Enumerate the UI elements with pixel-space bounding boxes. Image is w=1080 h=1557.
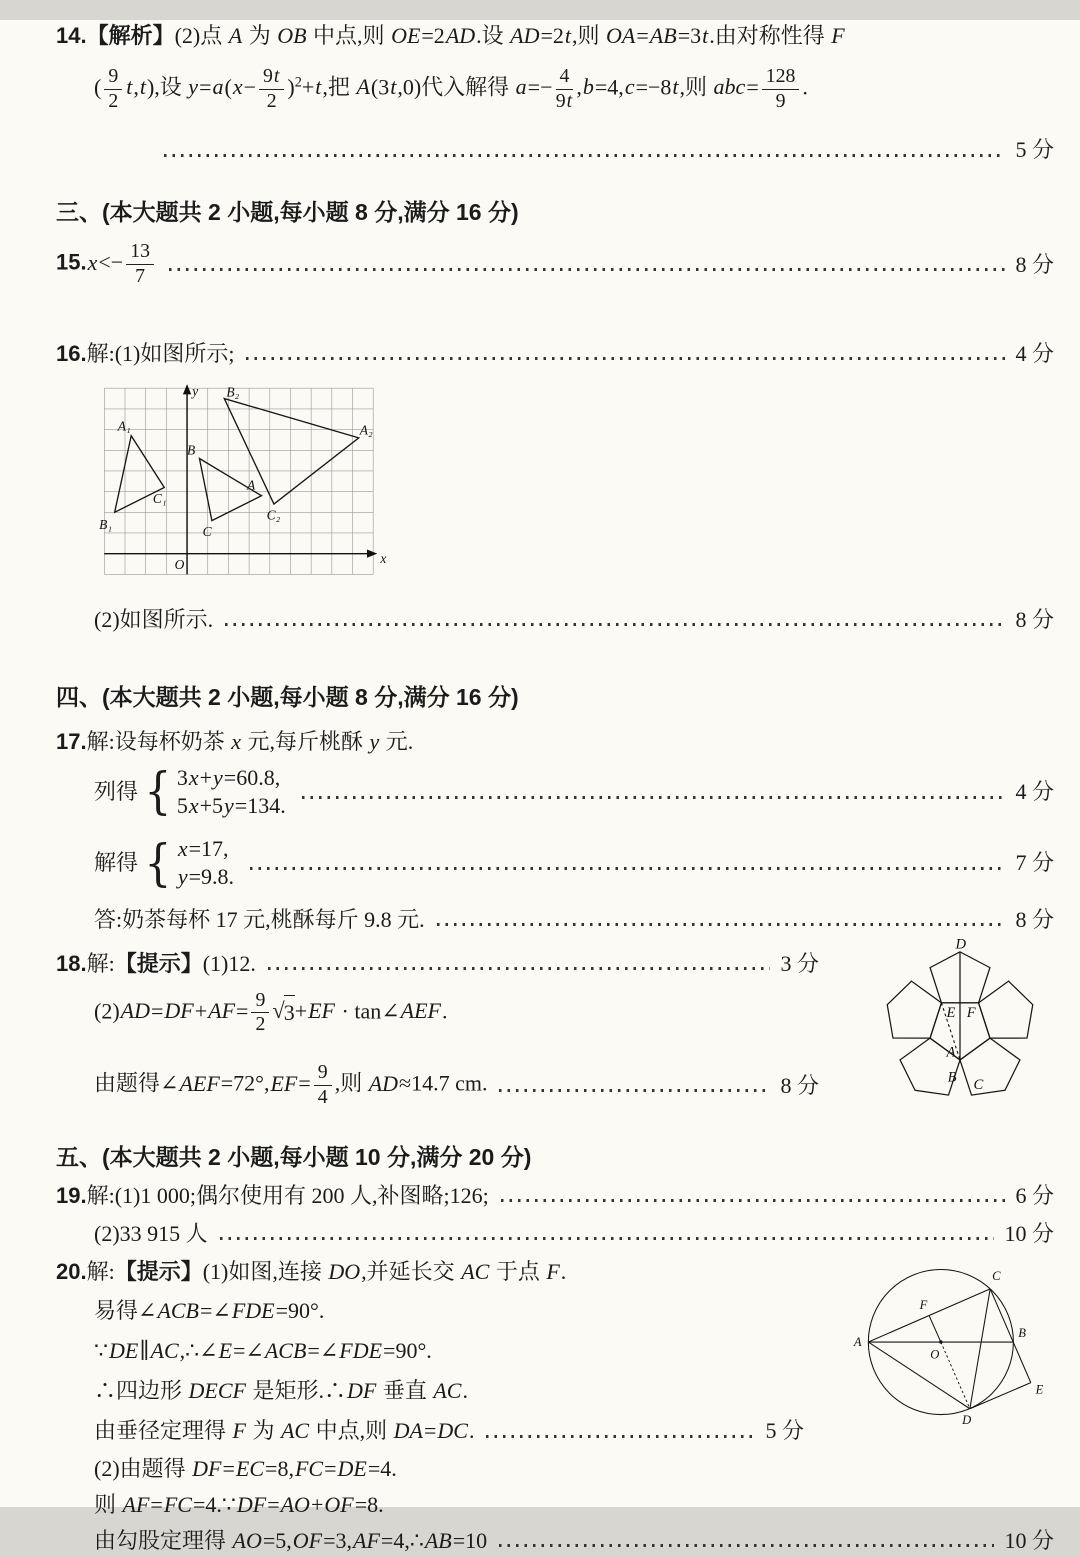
label-origin: O	[174, 556, 185, 572]
segment-ad	[868, 1342, 970, 1409]
dotted-leader	[499, 1089, 770, 1092]
dotted-leader	[437, 923, 1006, 926]
fraction: $\frac{128}{9}$	[762, 66, 800, 113]
score-label: 10 分	[1004, 1220, 1054, 1246]
answer-line-17-2	[94, 762, 1054, 823]
label-y: y	[192, 383, 199, 399]
label-e: E	[946, 1004, 956, 1021]
dotted-leader	[220, 1237, 995, 1240]
triangle-a2b2c2	[224, 398, 358, 503]
label-e: E	[1035, 1381, 1044, 1396]
label-a1: A₁	[117, 418, 131, 434]
text-run: ∵DE∥AC,∴∠E=∠ACB=∠FDE=90°.	[94, 1338, 432, 1364]
answer-line-14-score	[152, 134, 1054, 166]
dotted-leader	[225, 623, 1005, 626]
label-x: x	[380, 550, 387, 566]
label-a2: A₂	[359, 422, 373, 438]
answer-line-17-1	[56, 726, 1054, 758]
answer-line-15	[56, 241, 1054, 288]
answer-line-20-7	[94, 1489, 1054, 1521]
system-equation: 5x+5y=134.	[176, 793, 286, 819]
text-run: 20.解:【提示】(1)如图,连接 DO,并延长交 AC 于点 F.	[56, 1258, 567, 1284]
system-brace: {	[144, 833, 172, 892]
label-o: O	[930, 1346, 940, 1361]
section-heading-3: 三、(本大题共 2 小题,每小题 8 分,满分 16 分)	[56, 199, 519, 226]
answer-line-19-1	[56, 1180, 1054, 1212]
dotted-leader	[302, 796, 1006, 799]
text-run: 则 AF=FC=4.∵DF=AO+OF=8.	[94, 1491, 384, 1517]
label-d: D	[962, 1412, 972, 1427]
score-label: 6 分	[1015, 1182, 1054, 1208]
label-b: B	[1018, 1325, 1026, 1340]
answer-sheet-page	[0, 20, 1080, 1553]
segment-fo	[929, 1315, 941, 1341]
label-b: B	[187, 442, 196, 458]
score-label: 8 分	[1015, 606, 1054, 632]
fraction: $\frac{9}{4}$	[314, 1062, 332, 1109]
section-heading-5: 五、(本大题共 2 小题,每小题 10 分,满分 20 分)	[56, 1143, 532, 1170]
score-label: 8 分	[1015, 906, 1054, 932]
score-label: 5 分	[1015, 137, 1054, 163]
figure-16-coordinate-grid	[96, 382, 1054, 594]
answer-line-17-3	[94, 833, 1054, 894]
system-equation: y=9.8.	[177, 864, 235, 890]
text-run: (2)由题得 DF=EC=8,FC=DE=4.	[94, 1455, 397, 1481]
text-run: 15.x<− $\frac{13}{7}$	[56, 241, 157, 288]
square-root: √ 3	[272, 995, 294, 1029]
score-label: 3 分	[780, 950, 819, 976]
system-equation: 3x+y=60.8,	[176, 764, 281, 790]
dotted-leader	[501, 1199, 1006, 1202]
figure-18-pentagon-flower	[870, 936, 1050, 1114]
text-run: ( $\frac{9}{2}$ t,t),设 y=a(x− $\frac{9t}{2}$ )$^2$+t,把 A(3t,0)代入解得 a=− $\frac{4}{9t}$ ,b=4,c=−8t,则 abc= $\frac{128}{9}$ .	[94, 64, 808, 112]
text-run: (2)如图所示.	[94, 606, 214, 632]
dotted-leader	[486, 1435, 755, 1438]
pentagon-figure-svg	[870, 936, 1050, 1114]
equation-system	[142, 764, 286, 821]
text-run: ∴四边形 DECF 是矩形.∴DF 垂直 AC.	[94, 1378, 468, 1404]
score-label: 5 分	[765, 1418, 804, 1444]
text-run: (2)AD=DF+AF= $\frac{9}{2}$ √ 3 +EF · tan∠AEF.	[94, 988, 448, 1036]
segment-ed	[970, 1382, 1031, 1408]
system-equation: x=17,	[177, 835, 229, 861]
x-axis-arrow	[367, 549, 377, 557]
section-heading-4: 四、(本大题共 2 小题,每小题 8 分,满分 16 分)	[56, 683, 519, 710]
label-c: C	[202, 523, 212, 539]
fraction: $\frac{9t}{2}$	[259, 66, 284, 113]
grid-figure-svg	[96, 382, 396, 594]
fraction: $\frac{4}{9t}$	[555, 64, 573, 112]
answer-line-14-2	[94, 66, 1054, 113]
dotted-leader	[250, 867, 1005, 870]
score-label: 4 分	[1015, 340, 1054, 366]
text-run: 由题得∠AEF=72°,EF= $\frac{9}{4}$ ,则 AD≈14.7 cm.	[94, 1061, 488, 1108]
label-b1: B₁	[99, 516, 113, 532]
circle-figure-svg	[849, 1250, 1054, 1436]
text-run: 解得	[94, 850, 139, 876]
dotted-leader	[246, 357, 1005, 360]
text-run: 16.解:(1)如图所示;	[56, 340, 235, 366]
block-question-18	[56, 936, 1054, 1109]
answer-line-16-1	[56, 338, 1054, 370]
label-f: F	[919, 1297, 928, 1312]
fraction: $\frac{13}{7}$	[126, 241, 154, 288]
score-label: 10 分	[1004, 1527, 1054, 1553]
label-b: B	[947, 1069, 957, 1086]
block-question-20	[56, 1256, 1054, 1447]
label-a: A	[853, 1334, 862, 1349]
score-label: 8 分	[780, 1072, 819, 1098]
fraction: $\frac{9}{2}$	[251, 990, 269, 1037]
score-label: 7 分	[1015, 850, 1054, 876]
score-label: 4 分	[1015, 779, 1054, 805]
answer-line-19-2	[94, 1218, 1054, 1250]
dotted-leader	[268, 967, 771, 970]
label-c: C	[992, 1268, 1001, 1283]
label-c1: C₁	[152, 490, 167, 506]
text-run: 易得∠ACB=∠FDE=90°.	[94, 1298, 325, 1324]
label-c: C	[973, 1076, 984, 1093]
label-f: F	[966, 1004, 976, 1021]
label-b2: B₂	[226, 384, 240, 400]
text-run: 由勾股定理得 AO=5,OF=3,AF=4,∴AB=10	[94, 1527, 488, 1553]
equation-system	[142, 835, 234, 892]
text-run: 由垂径定理得 F 为 AC 中点,则 DA=DC.	[94, 1418, 475, 1444]
y-axis-arrow	[183, 384, 191, 394]
center-dot	[939, 1340, 942, 1343]
dotted-leader	[164, 154, 1005, 157]
label-a: A	[247, 477, 256, 493]
figure-20-circle	[849, 1250, 1054, 1436]
label-c2: C₂	[266, 507, 281, 523]
answer-line-16-2	[94, 604, 1054, 636]
text-run: 14.【解析】(2)点 A 为 OB 中点,则 OE=2AD.设 AD=2t,则 OA=AB=3t.由对称性得 F	[56, 23, 845, 48]
answer-line-17-4	[94, 904, 1054, 936]
text-run: 答:奶茶每杯 17 元,桃酥每斤 9.8 元.	[94, 906, 425, 932]
answer-line-20-8	[94, 1525, 1054, 1557]
text-run: 列得	[94, 779, 139, 805]
segment-ac	[868, 1288, 990, 1341]
score-label: 8 分	[1015, 251, 1054, 277]
text-run: 19.解:(1)1 000;偶尔使用有 200 人,补图略;126;	[56, 1182, 489, 1208]
system-brace: {	[144, 762, 172, 821]
answer-line-20-6	[94, 1453, 1054, 1485]
dotted-leader	[169, 268, 1006, 271]
label-a: A	[946, 1044, 956, 1061]
fraction: $\frac{9}{2}$	[104, 66, 122, 113]
dotted-leader	[499, 1544, 994, 1547]
text-run: 18.解:【提示】(1)12.	[56, 950, 256, 976]
label-d: D	[955, 936, 967, 953]
answer-line-14-1	[56, 20, 1054, 52]
segment-cd	[970, 1288, 990, 1408]
text-run: (2)33 915 人	[94, 1220, 208, 1246]
text-run: 17.解:设每杯奶茶 x 元,每斤桃酥 y 元.	[56, 728, 414, 754]
